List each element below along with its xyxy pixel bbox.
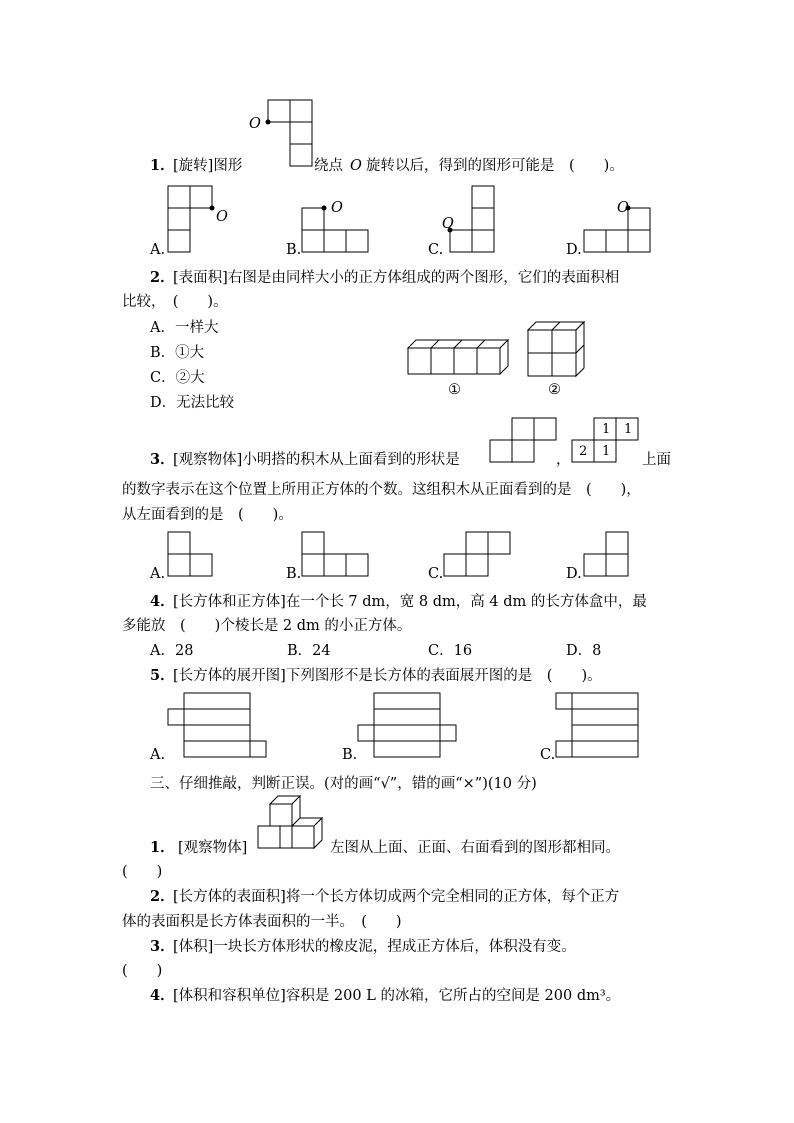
- j2-line1: [长方体的表面积]将一个长方体切成两个完全相同的正方体，每个正方: [173, 889, 620, 905]
- q5-option-a-net: [168, 693, 272, 761]
- q1-option-d-o: O: [617, 200, 629, 216]
- q1-number: 1．: [150, 157, 175, 174]
- q4-option-d[interactable]: D．8: [566, 643, 602, 659]
- q1-stem-o: O: [350, 158, 362, 174]
- q4-line2: 多能放 ( )个棱长是 2 dm 的小正方体。: [122, 618, 412, 634]
- q5-option-c-net: [556, 693, 646, 761]
- j3-line1: [体积]一块长方体形状的橡皮泥，捏成正方体后，体积没有变。: [173, 939, 576, 955]
- q5-option-b-net: [358, 693, 462, 761]
- q1-rotation-figure: [262, 100, 322, 172]
- q1-stem-rest: 旋转以后，得到的图形可能是 ( )。: [366, 158, 624, 174]
- q3-top-view-shape: [490, 418, 560, 464]
- q3-option-b-figure: [302, 532, 374, 582]
- q2-figure-2: [528, 322, 584, 378]
- q4-option-a[interactable]: A．28: [150, 643, 194, 659]
- q5-number: 5．: [150, 667, 175, 684]
- q1-option-a[interactable]: A.: [150, 242, 166, 258]
- q5-option-a[interactable]: A.: [150, 747, 166, 763]
- q1-option-a-o: O: [216, 209, 228, 225]
- q3-number: 3．: [150, 451, 175, 468]
- j4-line1: [体积和容积单位]容积是 200 L 的冰箱，它所占的空间是 200 dm³。: [173, 988, 621, 1004]
- j1-tag: [观察物体]: [178, 840, 248, 856]
- j3-number: 3．: [150, 938, 175, 955]
- q1-option-b[interactable]: B.: [286, 242, 302, 258]
- q4-option-c[interactable]: C．16: [428, 643, 473, 659]
- q3-option-c[interactable]: C.: [428, 566, 444, 582]
- q1-stem-around: 绕点: [314, 158, 343, 174]
- q3-grid-number: 1: [602, 422, 611, 437]
- q1-option-d[interactable]: D.: [566, 242, 582, 258]
- q2-figure-2-label: ②: [548, 382, 561, 398]
- j2-number: 2．: [150, 888, 175, 905]
- q1-option-c-figure: [450, 186, 500, 256]
- j3-answer-paren[interactable]: ( ): [122, 963, 163, 979]
- j4-number: 4．: [150, 987, 175, 1004]
- q4-number: 4．: [150, 593, 175, 610]
- q3-line2: 的数字表示在这个位置上所用正方体的个数。这组积木从正面看到的是 ( )，: [122, 482, 641, 498]
- q2-option-c[interactable]: C．②大: [150, 370, 205, 386]
- q2-number: 2．: [150, 269, 175, 286]
- q1-option-b-o: O: [331, 200, 343, 216]
- j2-line2: 体的表面积是长方体表面积的一半。 ( ): [122, 914, 402, 930]
- q4-line1: [长方体和正方体]在一个长 7 dm，宽 8 dm，高 4 dm 的长方体盒中，最: [173, 594, 647, 610]
- q1-option-c[interactable]: C.: [428, 242, 444, 258]
- j1-number: 1．: [150, 839, 175, 856]
- q2-line2: 比较， ( )。: [122, 294, 228, 310]
- q3-line1a: [观察物体]小明搭的积木从上面看到的形状是: [173, 452, 460, 468]
- q1-option-c-o: O: [442, 216, 454, 232]
- q5-option-b[interactable]: B.: [342, 747, 358, 763]
- j1-answer-paren[interactable]: ( ): [122, 864, 163, 880]
- q3-grid-number: 1: [602, 444, 611, 459]
- q3-grid-number: 1: [624, 422, 633, 437]
- q2-option-d[interactable]: D．无法比较: [150, 395, 235, 411]
- j1-cube-figure: [258, 796, 328, 858]
- q2-figure-1: [408, 340, 508, 376]
- q2-option-b[interactable]: B．①大: [150, 345, 205, 361]
- q3-comma: ，: [556, 452, 571, 468]
- q3-line1b: 上面: [642, 452, 671, 468]
- q3-option-a[interactable]: A.: [150, 566, 166, 582]
- q3-option-a-figure: [168, 532, 218, 582]
- q3-option-b[interactable]: B.: [286, 566, 302, 582]
- q2-option-a[interactable]: A．一样大: [150, 320, 219, 336]
- q2-line1: [表面积]右图是由同样大小的正方体组成的两个图形，它们的表面积相: [173, 270, 620, 286]
- q3-option-d[interactable]: D.: [566, 566, 582, 582]
- q2-figure-1-label: ①: [448, 382, 461, 398]
- q1-tag: [旋转]图形: [173, 158, 243, 174]
- q5-line1: [长方体的展开图]下列图形不是长方体的表面展开图的是 ( )。: [173, 668, 602, 684]
- q4-option-b[interactable]: B．24: [287, 643, 331, 659]
- q3-option-c-figure: [444, 532, 516, 582]
- q5-option-c[interactable]: C.: [540, 747, 556, 763]
- q3-grid-number: 2: [579, 444, 588, 459]
- q3-line3: 从左面看到的是 ( )。: [122, 507, 293, 523]
- q3-option-d-figure: [584, 532, 634, 582]
- j1-text: 左图从上面、正面、右面看到的图形都相同。: [330, 840, 620, 856]
- q1-figure-o-label: O: [249, 116, 261, 132]
- section-3-title: 三、仔细推敲，判断正误。(对的画“√”，错的画“×”)(10 分): [150, 776, 537, 792]
